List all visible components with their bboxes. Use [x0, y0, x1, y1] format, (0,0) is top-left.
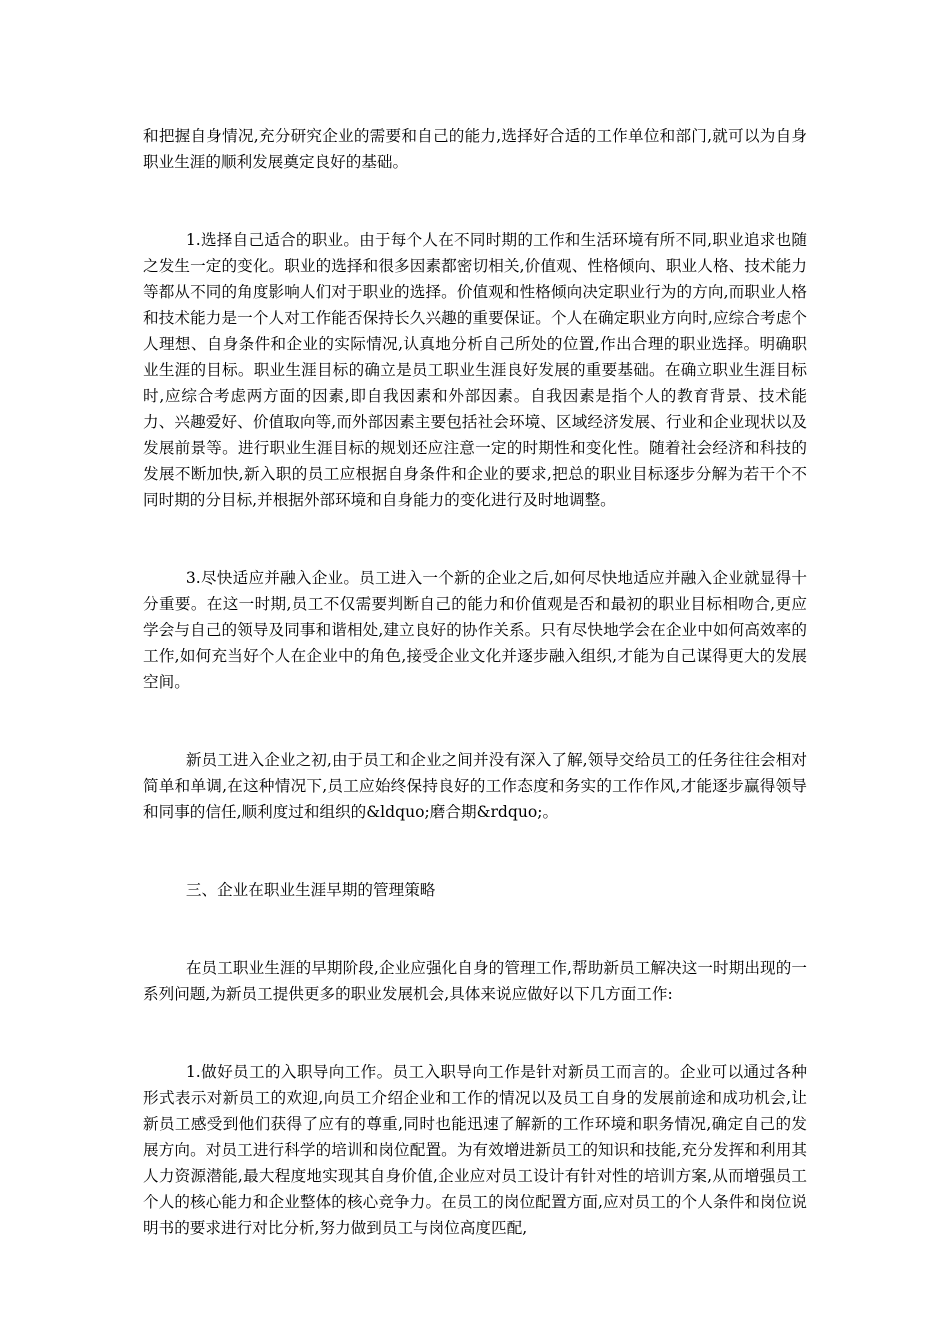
paragraph-choose-career: 1.选择自己适合的职业。由于每个人在不同时期的工作和生活环境有所不同,职业追求也随之发生一定的变化。职业的选择和很多因素都密切相关,价值观、性格倾向、职业人格、技术能力等都从不同的角度影响人们对于职业的选择。价值观和性格倾向决定职业行为的方向,而职业人格和技术能力是一个人对工作能否保持长久兴趣的重要保证。个人在确定职业方向时,应综合考虑个人理想、自身条件和企业的实际情况,认真地分析自己所处的位置,作出合理的职业选择。明确职业生涯的目标。职业生涯目标的确立是员工职业生涯良好发展的重要基础。在确立职业生涯目标时,应综合考虑两方面的因素,即自我因素和外部因素。自我因素是指个人的教育背景、技术能力、兴趣爱好、价值取向等,而外部因素主要包括社会环境、区域经济发展、行业和企业现状以及发展前景等。进行职业生涯目标的规划还应注意一定的时期性和变化性。随着社会经济和科技的发展不断加快,新入职的员工应根据自身条件和企业的要求,把总的职业目标逐步分解为若干个不同时期的分目标,并根据外部环境和自身能力的变化进行及时地调整。 [143, 231, 807, 509]
paragraph-orientation-work: 1.做好员工的入职导向工作。员工入职导向工作是针对新员工而言的。企业可以通过各种形式表示对新员工的欢迎,向员工介绍企业和工作的情况以及员工自身的发展前途和成功机会,让新员工感受到他们获得了应有的尊重,同时也能迅速了解新的工作环境和职务情况,确定自己的发展方向。对员工进行科学的培训和岗位配置。为有效增进新员工的知识和技能,充分发挥和利用其人力资源潜能,最大程度地实现其自身价值,企业应对员工设计有针对性的培训方案,从而增强员工个人的核心能力和企业整体的核心竞争力。在员工的岗位配置方面,应对员工的个人条件和岗位说明书的要求进行对比分析,努力做到员工与岗位高度匹配, [143, 1063, 807, 1237]
paragraph-adapt-to-enterprise: 3.尽快适应并融入企业。员工进入一个新的企业之后,如何尽快地适应并融入企业就显得十分重要。在这一时期,员工不仅需要判断自己的能力和价值观是否和最初的职业目标相吻合,更应学会与自己的领导及同事和谐相处,建立良好的协作关系。只有尽快地学会在企业中如何高效率的工作,如何充当好个人在企业中的角色,接受企业文化并逐步融入组织,才能为自己谋得更大的发展空间。 [143, 569, 807, 691]
paragraph-new-employee: 新员工进入企业之初,由于员工和企业之间并没有深入了解,领导交给员工的任务往往会相对简单和单调,在这种情况下,员工应始终保持良好的工作态度和务实的工作作风,才能逐步赢得领导和同事的信任,顺利度过和组织的&ldquo;磨合期&rdquo;。 [143, 751, 807, 821]
section-heading-management-strategy: 三、企业在职业生涯早期的管理策略 [185, 881, 436, 899]
paragraph-early-stage: 在员工职业生涯的早期阶段,企业应强化自身的管理工作,帮助新员工解决这一时期出现的一系列问题,为新员工提供更多的职业发展机会,具体来说应做好以下几方面工作: [143, 959, 807, 1003]
paragraph-intro-continuation: 和把握自身情况,充分研究企业的需要和自己的能力,选择好合适的工作单位和部门,就可以为自身职业生涯的顺利发展奠定良好的基础。 [143, 127, 807, 171]
document-page [143, 123, 807, 1241]
